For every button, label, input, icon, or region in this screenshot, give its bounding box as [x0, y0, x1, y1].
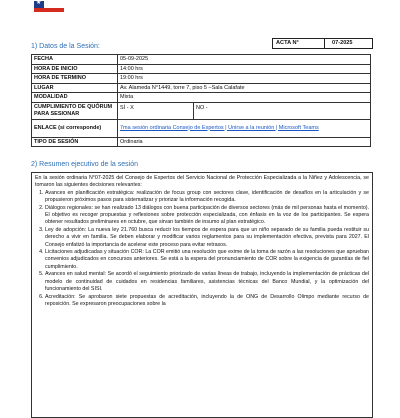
modalidad-value: Mixta — [118, 93, 371, 103]
acta-label: ACTA N° — [273, 39, 325, 48]
quorum-no: NO - — [194, 102, 371, 119]
hora-termino-label: HORA DE TERMINO — [32, 74, 118, 84]
flag-red-band — [34, 8, 64, 12]
row-hora-termino — [32, 74, 371, 84]
row-modalidad — [32, 93, 371, 103]
fecha-label: FECHA — [32, 55, 118, 65]
flag-white-field — [44, 1, 64, 8]
section-1-title: 1) Datos de la Sesión: — [31, 43, 100, 50]
summary-intro: En la sesión ordinaria N°07-2025 del Consejo de Expertos del Servicio Nacional de Protección Especializada a la Niñez y Adolescencia, se tomaron las siguientes decisiones relevantes: — [35, 175, 369, 189]
lugar-label: LUGAR — [32, 83, 118, 93]
quorum-label: CUMPLIMIENTO DE QUÓRUM PARA SESIONAR — [32, 102, 118, 119]
government-logo — [34, 1, 64, 17]
acta-value: 07-2025 — [332, 40, 353, 46]
section-2-title: 2) Resumen ejecutivo de la sesión — [31, 161, 139, 168]
row-lugar — [32, 83, 371, 93]
enlace-link[interactable]: 7ma sesión ordinaria Consejo de Expertos | Unirse a la reunión | Microsoft Teams — [118, 119, 371, 137]
enlace-label: ENLACE (si corresponde) — [32, 119, 118, 137]
flag-star-icon: ★ — [36, 0, 42, 6]
summary-item: 5. Avances en salud mental: Se acordó el seguimiento priorizado de varias líneas de trabajo, incluyendo la implementación de prácticas del modelo de continuidad de cuidados en residencias familiares, asistencias técnicas del Banco Mundial, y la optimización del funcionamiento del SISI. — [45, 271, 369, 293]
summary-item: 4. Licitaciones adjudicadas y situación COR: La COR emitió una resolución que exime de la toma de razón a las resoluciones que aprueban convenios adjudicados en concursos anteriores. Se está a la espera del pronunciamiento de COR sobre la exigencia de garantías de fiel cumplimiento. — [45, 249, 369, 271]
hora-termino-value: 19:00 hrs — [118, 74, 371, 84]
row-quorum — [32, 102, 371, 119]
summary-list — [35, 190, 369, 309]
summary-item: 1. Avances en planificación estratégica: realización de focus group con sectores clave, identificación de desafíos en la articulación y se propusieron próximos pasos para sistematizar y priorizar la información recogida. — [45, 190, 369, 205]
modalidad-label: MODALIDAD — [32, 93, 118, 103]
hora-inicio-label: HORA DE INICIO — [32, 64, 118, 74]
hora-inicio-value: 14:00 hrs — [118, 64, 371, 74]
row-hora-inicio — [32, 64, 371, 74]
session-data-table — [31, 54, 371, 147]
summary-item: 2. Diálogos regionales: se han realizado 13 diálogos con buena participación de diversos sectores (más de mil personas hasta el momento). El objetivo es recoger propuestas y reflexiones sobre protección especializada, con énfasis en la voz de los participantes. Se espera obtener resultados preliminares en octubre, que sirvan también de insumo al plan estratégico. — [45, 205, 369, 227]
lugar-value: Av. Alameda N°1449, torre 7, piso 5 –Sala Calafate — [118, 83, 371, 93]
tipo-label: TIPO DE SESIÓN — [32, 137, 118, 147]
row-tipo — [32, 137, 371, 147]
row-enlace — [32, 119, 371, 137]
tipo-value: Ordinaria — [118, 137, 371, 147]
row-fecha — [32, 55, 371, 65]
summary-item: 3. Ley de adopción: La nueva ley 21.760 busca reducir los tiempos de espera para que un niño separado de su familia pueda restituir su derecho a vivir en familia. Se deben elaborar y modificar varios reglamentos para su implementación efectiva, prevista para 2027. El Consejo enfatizó la importancia de acelerar este proceso para evitar retrasos. — [45, 227, 369, 249]
fecha-value: 05-09-2025 — [118, 55, 371, 65]
quorum-si: SÍ - X — [118, 102, 194, 119]
summary-item: 6. Acreditación: Se aprobaron siete propuestas de acreditación, incluyendo la de ONG de Desarrollo Olimpo mediante recurso de reposición. Se expresaron preocupaciones sobre la — [45, 294, 369, 309]
executive-summary-box — [31, 172, 373, 418]
acta-number-box — [272, 38, 373, 49]
